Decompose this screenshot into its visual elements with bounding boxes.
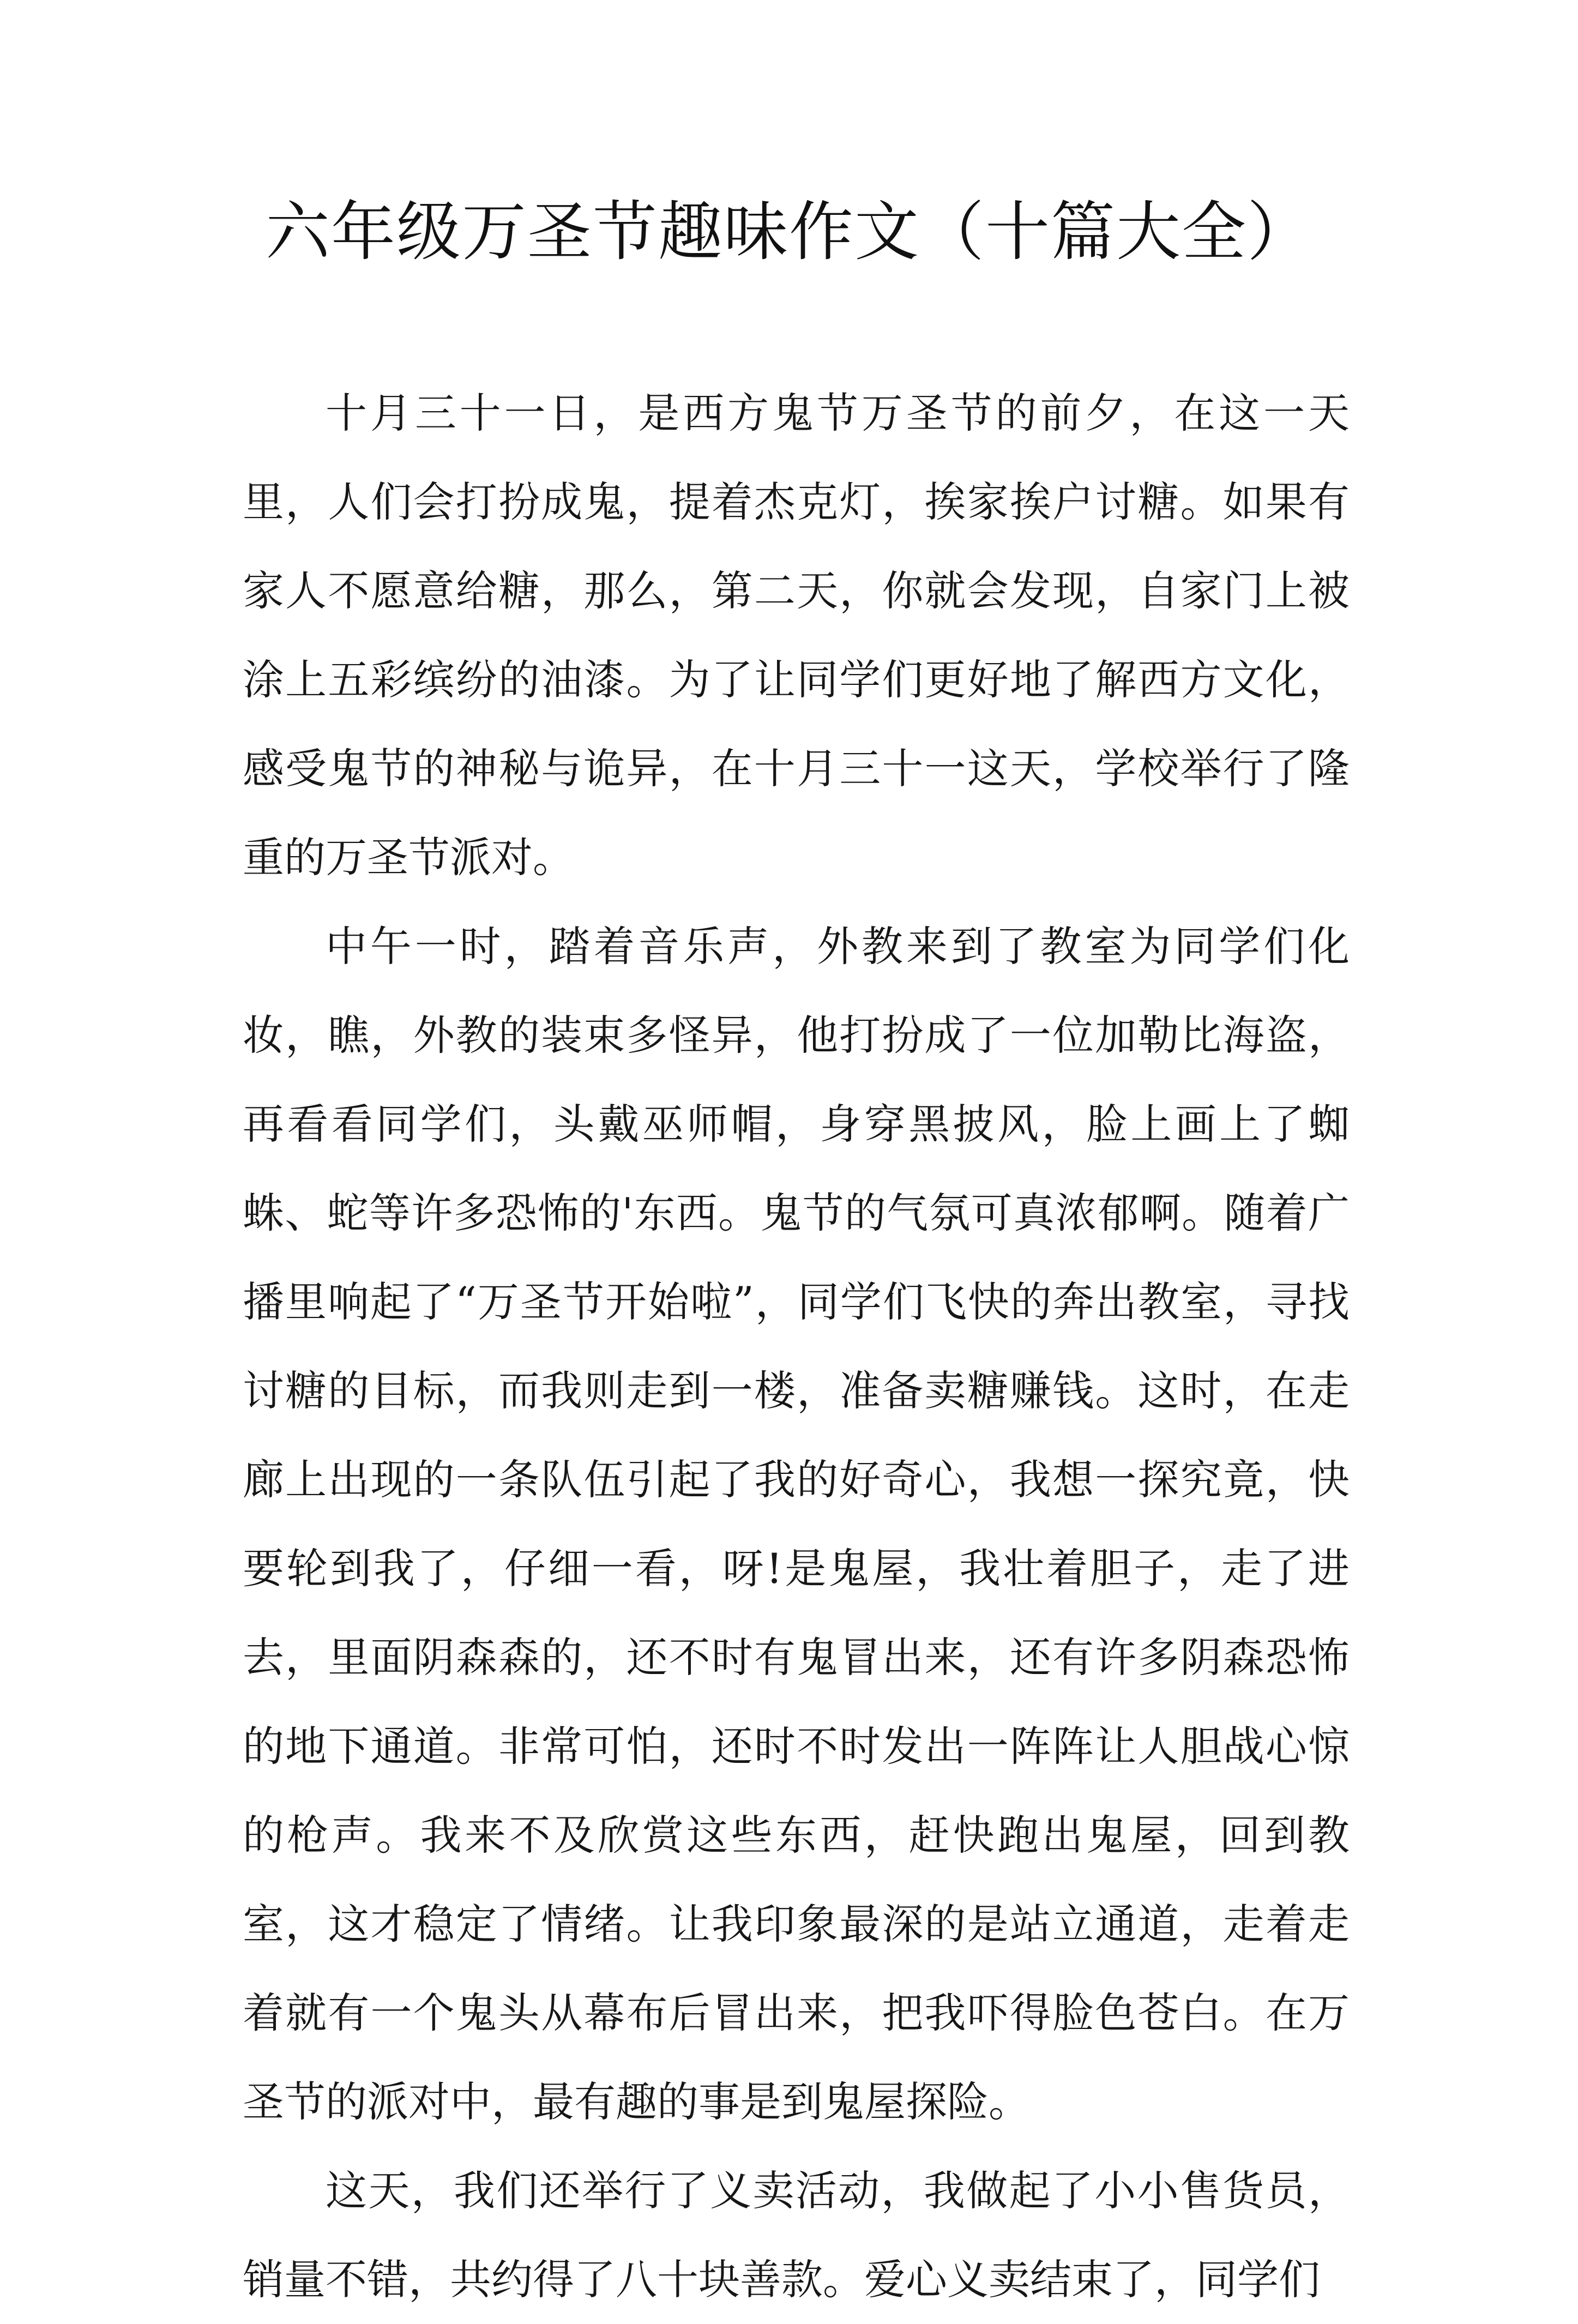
document-title: 六年级万圣节趣味作文（十篇大全） [265,194,1312,269]
paragraph-1: 十月三十一日，是西方鬼节万圣节的前夕，在这一天里，人们会打扮成鬼，提着杰克灯，挨家挨户讨糖。如果有家人不愿意给糖，那么，第二天，你就会发现，自家门上被涂上五彩缤纷的油漆。为了让同学们更好地了解西方文化，感受鬼节的神秘与诡异，在十月三十一这天，学校举行了隆重的万圣节派对。 [243,389,1350,882]
paragraph-3: 这天，我们还举行了义卖活动，我做起了小小售货员，销量不错，共约得了八十块善款。爱心义卖结束了，同学们 [243,2166,1350,2304]
document-body [243,369,1350,2324]
paragraph-2: 中午一时，踏着音乐声，外教来到了教室为同学们化妆，瞧，外教的装束多怪异，他打扮成了一位加勒比海盗，再看看同学们，头戴巫师帽，身穿黑披风，脸上画上了蜘蛛、蛇等许多恐怖的'东西。鬼节的气氛可真浓郁啊。随着广播里响起了“万圣节开始啦”，同学们飞快的奔出教室，寻找讨糖的目标，而我则走到一楼，准备卖糖赚钱。这时，在走廊上出现的一条队伍引起了我的好奇心，我想一探究竟，快要轮到我了，仔细一看，呀!是鬼屋，我壮着胆子，走了进去，里面阴森森的，还不时有鬼冒出来，还有许多阴森恐怖的地下通道。非常可怕，还时不时发出一阵阵让人胆战心惊的枪声。我来不及欣赏这些东西，赶快跑出鬼屋，回到教室，这才稳定了情绪。让我印象最深的是站立通道，走着走着就有一个鬼头从幕布后冒出来，把我吓得脸色苍白。在万圣节的派对中，最有趣的事是到鬼屋探险。 [243,922,1350,2126]
